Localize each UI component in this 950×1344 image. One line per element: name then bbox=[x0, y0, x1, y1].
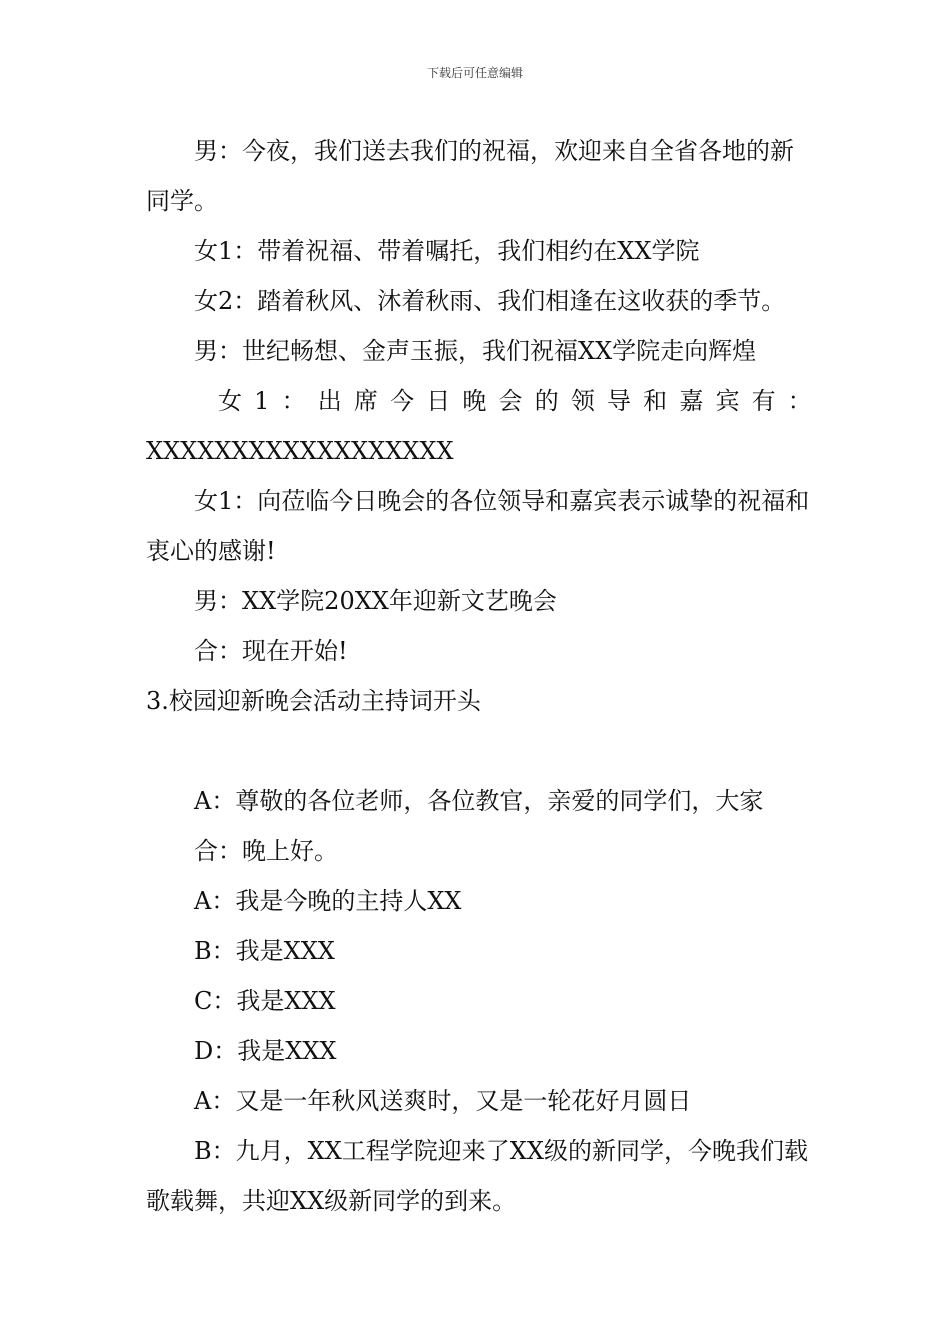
paragraph-1: 男：今夜，我们送去我们的祝福，欢迎来自全省各地的新同学。 bbox=[146, 137, 794, 215]
paragraph-2: 女1：带着祝福、带着嘱托，我们相约在XX学院 bbox=[194, 237, 700, 265]
spread-char: 领 bbox=[570, 387, 595, 415]
paragraph-10: 合：晚上好。 bbox=[194, 837, 338, 865]
paragraph-6: 女1：向莅临今日晚会的各位领导和嘉宾表示诚挚的祝福和衷心的感谢! bbox=[146, 487, 810, 565]
paragraph-7: 男：XX学院20XX年迎新文艺晚会 bbox=[194, 587, 557, 615]
spread-char: 会 bbox=[498, 387, 523, 415]
paragraph-16: B：九月，XX工程学院迎来了XX级的新同学，今晚我们载歌载舞，共迎XX级新同学的到来。 bbox=[146, 1137, 808, 1215]
paragraph-4: 男：世纪畅想、金声玉振，我们祝福XX学院走向辉煌 bbox=[194, 337, 757, 365]
paragraph-11: A：我是今晚的主持人XX bbox=[194, 887, 462, 915]
spread-char: 日 bbox=[426, 387, 451, 415]
paragraph-8: 合：现在开始! bbox=[194, 637, 348, 665]
spread-char: 女 bbox=[218, 387, 242, 415]
spread-char: ： bbox=[787, 387, 812, 415]
spread-char: 今 bbox=[390, 387, 415, 415]
spread-char: ： bbox=[281, 387, 306, 415]
spread-char: 有 bbox=[751, 387, 776, 415]
document-body bbox=[146, 126, 812, 1226]
section-heading: 3.校园迎新晚会活动主持词开头 bbox=[146, 687, 481, 715]
page-header: 下载后可任意编辑 bbox=[426, 66, 523, 80]
paragraph-3: 女2：踏着秋风、沐着秋雨、我们相逢在这收获的季节。 bbox=[194, 287, 786, 315]
paragraph-12: B：我是XXX bbox=[194, 937, 335, 965]
spread-char: 晚 bbox=[462, 387, 487, 415]
spread-char: 的 bbox=[534, 387, 559, 415]
paragraph-9: A：尊敬的各位老师，各位教官，亲爱的同学们，大家 bbox=[194, 787, 764, 815]
paragraph-5-continuation: XXXXXXXXXXXXXXXXXX bbox=[146, 437, 454, 465]
spread-char: 嘉 bbox=[679, 387, 704, 415]
spread-char: 宾 bbox=[715, 387, 740, 415]
paragraph-5-spread-line bbox=[146, 376, 812, 426]
paragraph-14: D：我是XXX bbox=[194, 1037, 337, 1065]
spread-char: 1 bbox=[254, 387, 270, 415]
blank-line bbox=[146, 726, 812, 776]
spread-char: 出 bbox=[317, 387, 342, 415]
spread-char: 导 bbox=[607, 387, 631, 415]
paragraph-13: C：我是XXX bbox=[194, 987, 336, 1015]
spread-char: 席 bbox=[353, 387, 378, 415]
spread-char: 和 bbox=[643, 387, 668, 415]
paragraph-15: A：又是一年秋风送爽时，又是一轮花好月圆日 bbox=[194, 1087, 692, 1115]
